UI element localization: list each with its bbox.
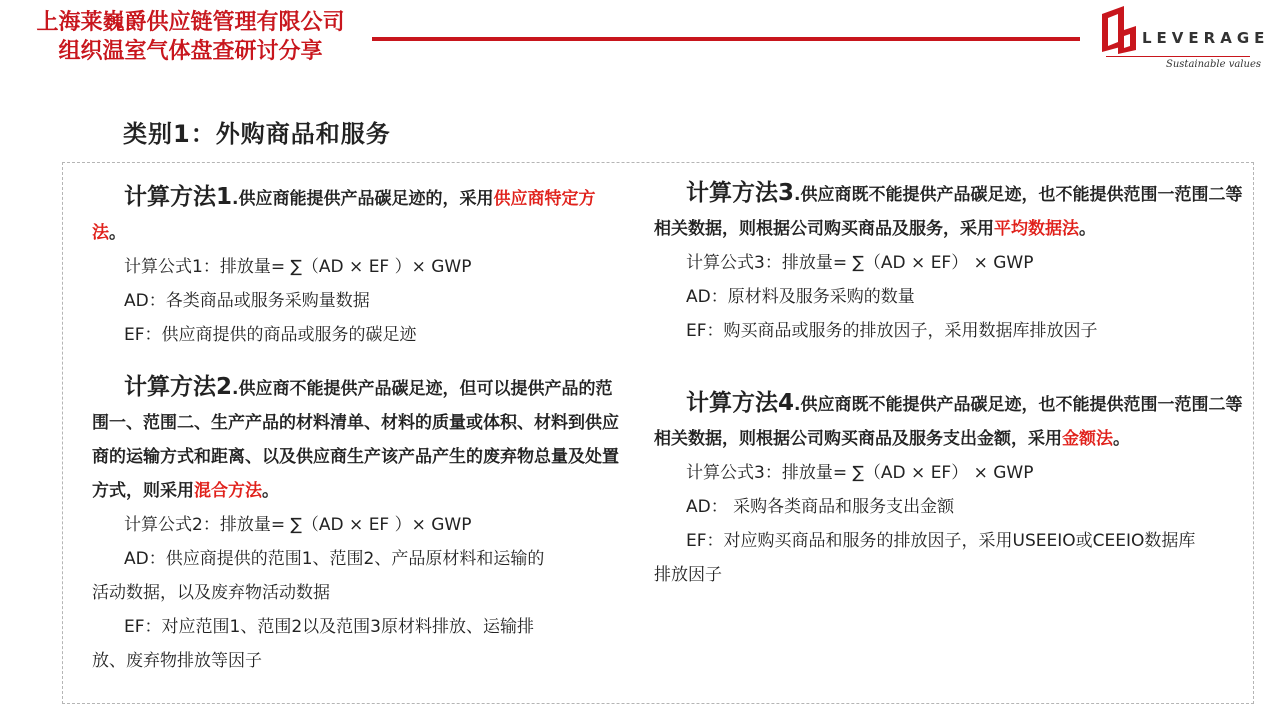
method-3-ad: AD：原材料及服务采购的数量 (686, 287, 915, 307)
method-2-desc: .供应商不能提供产品碳足迹，但可以提供产品的范围一、范围二、生产产品的材料清单、材料的质量或体积、材料到供应商的运输方式和距离、以及供应商生产该产品产生的废弃物总量及处置方式，则采用 (92, 379, 619, 501)
method-2-ad-line2: 活动数据，以及废弃物活动数据 (92, 583, 330, 603)
method-1-end: 。 (109, 223, 126, 243)
method-2-formula: 计算公式2：排放量= ∑（AD × EF ）× GWP (124, 515, 472, 535)
method-4 (654, 386, 1244, 456)
section-title: 类别1：外购商品和服务 (123, 120, 391, 148)
method-1-ef: EF：供应商提供的商品或服务的碳足迹 (124, 325, 417, 345)
method-3-formula: 计算公式3：排放量= ∑（AD × EF） × GWP (686, 253, 1034, 273)
method-1-formula: 计算公式1：排放量= ∑（AD × EF ）× GWP (124, 257, 472, 277)
method-4-title: 计算方法4 (686, 390, 795, 416)
header-divider (372, 37, 1080, 41)
right-column (654, 176, 1244, 592)
method-2-end: 。 (262, 481, 279, 501)
method-4-formula: 计算公式3：排放量= ∑（AD × EF） × GWP (686, 463, 1034, 483)
presentation-subtitle: 组织温室气体盘查研讨分享 (58, 39, 323, 64)
brand-name: LEVERAGE (1142, 29, 1270, 47)
method-2-title: 计算方法2 (124, 374, 233, 400)
brand-tagline: Sustainable values (1166, 59, 1261, 70)
method-3-title: 计算方法3 (686, 180, 795, 206)
left-column (92, 180, 620, 678)
method-3-end: 。 (1079, 219, 1096, 239)
method-1-desc: .供应商能提供产品碳足迹的，采用 (232, 189, 494, 209)
method-2-highlight: 混合方法 (194, 481, 262, 501)
leverage-logo (1098, 6, 1270, 76)
method-3 (654, 176, 1244, 246)
company-name: 上海莱巍爵供应链管理有限公司 (36, 10, 345, 35)
method-3-ef: EF：购买商品或服务的排放因子，采用数据库排放因子 (686, 321, 1098, 341)
method-2-ad-line1: AD：供应商提供的范围1、范围2、产品原材料和运输的 (124, 549, 545, 569)
method-4-desc: .供应商既不能提供产品碳足迹，也不能提供范围一范围二等相关数据，则根据公司购买商品及服务支出金额，采用 (654, 395, 1243, 449)
method-3-desc: .供应商既不能提供产品碳足迹，也不能提供范围一范围二等相关数据，则根据公司购买商品及服务，采用 (654, 185, 1243, 239)
method-2 (92, 370, 620, 508)
method-4-end: 。 (1113, 429, 1130, 449)
method-1 (92, 180, 620, 250)
method-3-highlight: 平均数据法 (994, 219, 1079, 239)
method-4-ef-line1: EF：对应购买商品和服务的排放因子，采用USEEIO或CEEIO数据库 (686, 531, 1196, 551)
method-4-highlight: 金额法 (1062, 429, 1113, 449)
leverage-logo-mark (1098, 6, 1140, 54)
method-1-ad: AD：各类商品或服务采购量数据 (124, 291, 370, 311)
method-1-title: 计算方法1 (124, 184, 233, 210)
method-1-highlight: 供应商特定方法 (92, 189, 596, 243)
method-2-ef-line2: 放、废弃物排放等因子 (92, 651, 262, 671)
brand-rule (1106, 56, 1250, 57)
method-2-ef-line1: EF：对应范围1、范围2以及范围3原材料排放、运输排 (124, 617, 534, 637)
method-4-ef-line2: 排放因子 (654, 565, 722, 585)
company-title (18, 8, 363, 66)
method-4-ad: AD： 采购各类商品和服务支出金额 (686, 497, 955, 517)
